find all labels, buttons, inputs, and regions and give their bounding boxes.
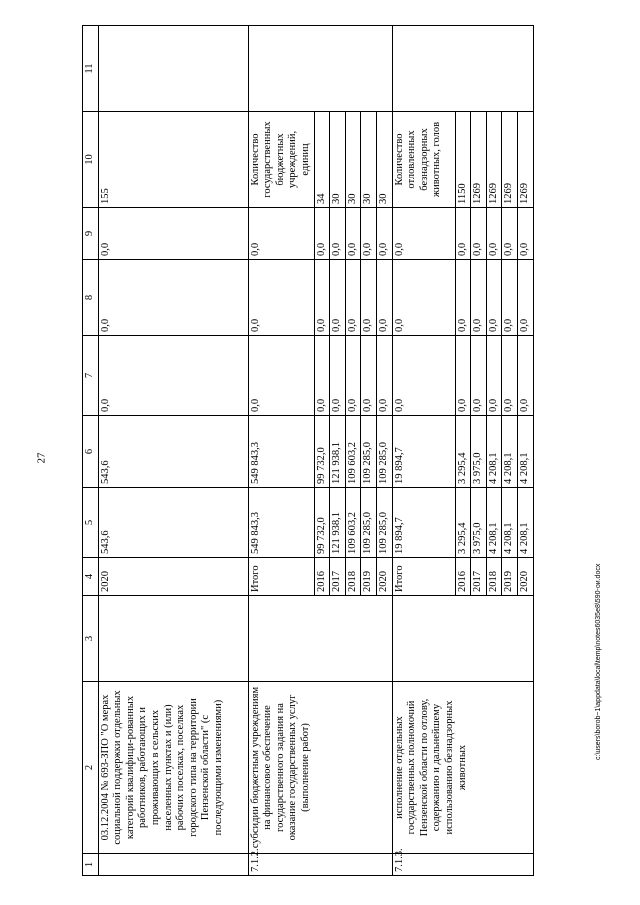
value-cell: 0,0 <box>517 208 533 260</box>
indicator-value-cell: 1269 <box>517 112 533 208</box>
value-cell: 0,0 <box>455 208 471 260</box>
year-cell: 2019 <box>502 558 518 596</box>
page-number: 27 <box>35 452 48 464</box>
year-cell: 2018 <box>486 558 502 596</box>
value-cell: 3 975,0 <box>471 488 487 558</box>
indicator-value-cell: 1269 <box>486 112 502 208</box>
value-cell: 0,0 <box>502 260 518 336</box>
value-cell: 0,0 <box>248 208 314 260</box>
indicator-value-cell: 155 <box>98 112 248 208</box>
value-cell: 543,6 <box>98 416 248 488</box>
indicator-value-cell: 30 <box>376 112 392 208</box>
value-cell: 99 732,0 <box>314 416 330 488</box>
value-cell: 0,0 <box>330 208 346 260</box>
value-cell: 0,0 <box>471 208 487 260</box>
rotated-table-container <box>82 26 612 876</box>
value-cell: 109 285,0 <box>361 488 377 558</box>
value-cell: 0,0 <box>314 260 330 336</box>
value-cell: 0,0 <box>376 208 392 260</box>
value-cell: 0,0 <box>330 260 346 336</box>
value-cell: 0,0 <box>376 260 392 336</box>
value-cell: 0,0 <box>314 208 330 260</box>
value-cell: 0,0 <box>361 208 377 260</box>
row-number-cell: 7.1.3. <box>392 854 533 876</box>
table-row-total <box>392 26 455 876</box>
value-cell: 0,0 <box>486 208 502 260</box>
indicator-value-cell: 1269 <box>502 112 518 208</box>
header-cell: 2 <box>83 682 99 854</box>
total-label-cell: Итого <box>248 558 314 596</box>
value-cell: 0,0 <box>376 336 392 416</box>
description-cell: субсидии бюджетным учреждениям на финансовое обеспечение государственного задания на оказание государственных услуг (выполнение работ) <box>248 682 392 854</box>
header-cell: 8 <box>83 260 99 336</box>
value-cell: 543,6 <box>98 488 248 558</box>
value-cell: 0,0 <box>98 336 248 416</box>
value-cell: 0,0 <box>98 260 248 336</box>
year-cell: 2017 <box>330 558 346 596</box>
description-cell: исполнение отдельных государственных полномочий Пензенской области по отлову, содержанию и дальнейшему использованию безнадзорных животных <box>392 682 533 854</box>
indicator-value-cell: 30 <box>361 112 377 208</box>
indicator-value-cell: 1269 <box>471 112 487 208</box>
value-cell: 4 208,1 <box>517 416 533 488</box>
value-cell: 0,0 <box>486 260 502 336</box>
value-cell: 4 208,1 <box>517 488 533 558</box>
value-cell: 109 285,0 <box>361 416 377 488</box>
header-cell: 11 <box>83 26 99 112</box>
value-cell: 0,0 <box>517 336 533 416</box>
year-cell: 2018 <box>345 558 361 596</box>
value-cell: 0,0 <box>392 260 455 336</box>
table-header-row <box>83 26 99 876</box>
description-cell: 03.12.2004 № 693-ЗПО "О мерах социальной поддержки отдельных категорий квалифици-рованных работников, работающих и проживающих в сельских населенных пунктах и (или) рабочих поселках, поселках городского типа на территории Пензенской области" (с последующими изменениями) <box>98 682 248 854</box>
value-cell: 4 208,1 <box>502 488 518 558</box>
value-cell: 3 975,0 <box>471 416 487 488</box>
program-table <box>82 25 534 876</box>
value-cell: 0,0 <box>486 336 502 416</box>
value-cell: 3 295,4 <box>455 488 471 558</box>
value-cell: 0,0 <box>314 336 330 416</box>
value-cell: 0,0 <box>392 208 455 260</box>
value-cell: 0,0 <box>392 336 455 416</box>
value-cell: 109 285,0 <box>376 488 392 558</box>
empty-cell <box>392 26 533 112</box>
value-cell: 0,0 <box>248 336 314 416</box>
header-cell: 10 <box>83 112 99 208</box>
header-cell: 3 <box>83 596 99 682</box>
value-cell: 0,0 <box>361 336 377 416</box>
value-cell: 109 603,2 <box>345 416 361 488</box>
executor-cell <box>392 596 533 682</box>
value-cell: 0,0 <box>98 208 248 260</box>
value-cell: 19 894,7 <box>392 416 455 488</box>
value-cell: 109 285,0 <box>376 416 392 488</box>
executor-cell <box>98 596 248 682</box>
empty-cell <box>248 26 392 112</box>
indicator-name-cell: Количество отловленных безнадзорных животных, голов <box>392 112 455 208</box>
value-cell: 0,0 <box>345 336 361 416</box>
indicator-name-cell: Количество государственных бюджетных учреждений, единиц <box>248 112 314 208</box>
year-cell: 2017 <box>471 558 487 596</box>
value-cell: 0,0 <box>345 260 361 336</box>
value-cell: 549 843,3 <box>248 488 314 558</box>
row-number-cell <box>98 854 248 876</box>
value-cell: 19 894,7 <box>392 488 455 558</box>
year-cell: 2020 <box>98 558 248 596</box>
year-cell: 2020 <box>376 558 392 596</box>
value-cell: 0,0 <box>361 260 377 336</box>
year-cell: 2020 <box>517 558 533 596</box>
year-cell: 2016 <box>314 558 330 596</box>
value-cell: 0,0 <box>517 260 533 336</box>
indicator-value-cell: 34 <box>314 112 330 208</box>
value-cell: 549 843,3 <box>248 416 314 488</box>
indicator-value-cell: 30 <box>330 112 346 208</box>
value-cell: 0,0 <box>471 260 487 336</box>
header-cell: 1 <box>83 854 99 876</box>
year-cell: 2019 <box>361 558 377 596</box>
value-cell: 0,0 <box>455 260 471 336</box>
indicator-value-cell: 1150 <box>455 112 471 208</box>
empty-cell <box>98 26 248 112</box>
footer-file-path: c:\users\borob~1\appdata\local\temp\notes6035e8\590-ои.docx <box>595 563 602 760</box>
table-row <box>98 26 248 876</box>
value-cell: 4 208,1 <box>486 416 502 488</box>
value-cell: 99 732,0 <box>314 488 330 558</box>
year-cell: 2016 <box>455 558 471 596</box>
value-cell: 109 603,2 <box>345 488 361 558</box>
value-cell: 0,0 <box>455 336 471 416</box>
header-cell: 9 <box>83 208 99 260</box>
executor-cell <box>248 596 392 682</box>
header-cell: 4 <box>83 558 99 596</box>
value-cell: 0,0 <box>248 260 314 336</box>
total-label-cell: Итого <box>392 558 455 596</box>
value-cell: 0,0 <box>330 336 346 416</box>
row-number-cell: 7.1.2. <box>248 854 392 876</box>
value-cell: 0,0 <box>502 336 518 416</box>
value-cell: 0,0 <box>345 208 361 260</box>
value-cell: 0,0 <box>471 336 487 416</box>
value-cell: 4 208,1 <box>502 416 518 488</box>
indicator-value-cell: 30 <box>345 112 361 208</box>
header-cell: 7 <box>83 336 99 416</box>
table-row-total <box>248 26 314 876</box>
value-cell: 121 938,1 <box>330 416 346 488</box>
value-cell: 3 295,4 <box>455 416 471 488</box>
value-cell: 121 938,1 <box>330 488 346 558</box>
header-cell: 6 <box>83 416 99 488</box>
value-cell: 4 208,1 <box>486 488 502 558</box>
header-cell: 5 <box>83 488 99 558</box>
value-cell: 0,0 <box>502 208 518 260</box>
